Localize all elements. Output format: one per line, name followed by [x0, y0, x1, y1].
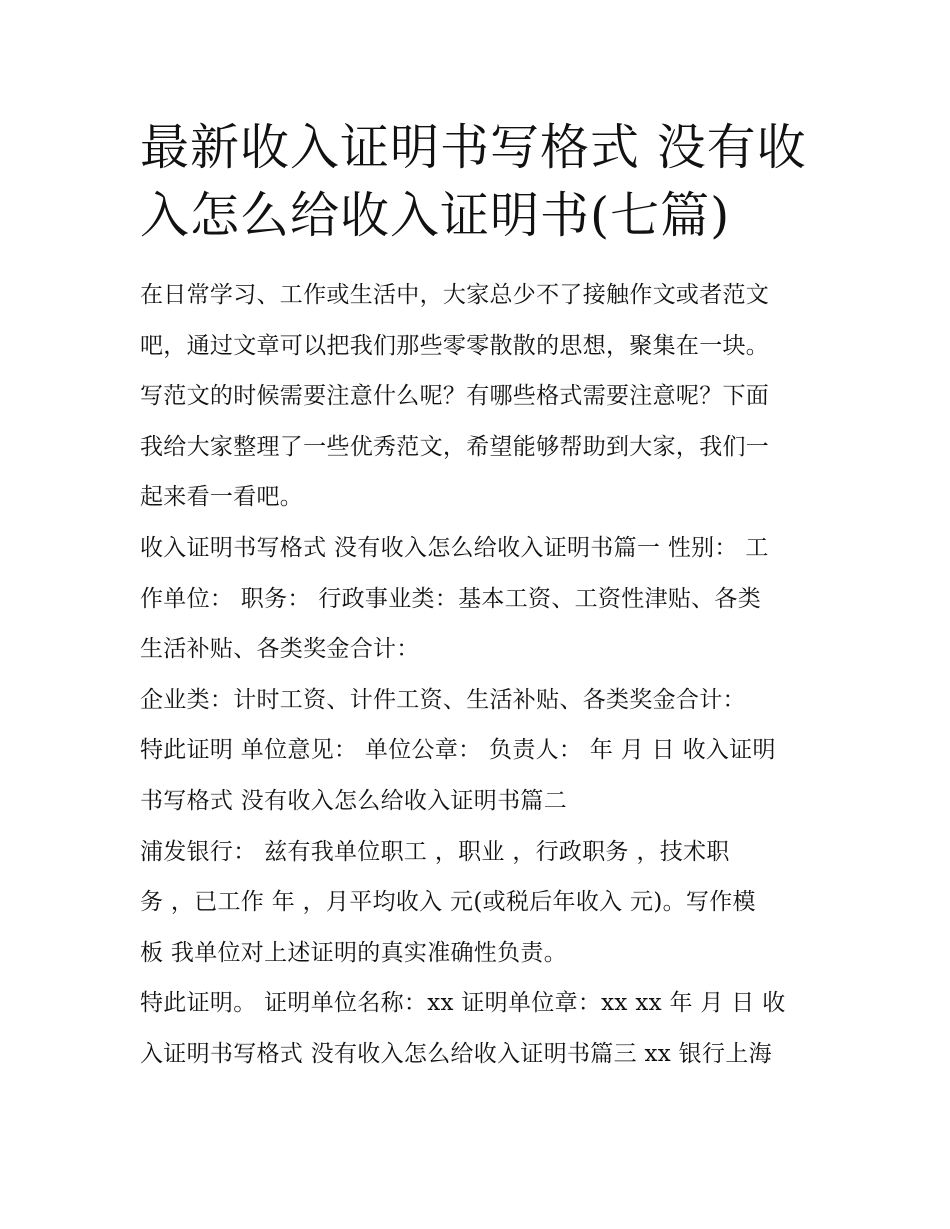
text-line: 起来看一看吧。	[140, 484, 304, 511]
text-line: 特此证明。 证明单位名称：xx 证明单位章：xx xx 年 月 日 收	[140, 990, 786, 1017]
text-line: 书写格式 没有收入怎么给收入证明书篇二	[140, 787, 568, 814]
text-line: 我给大家整理了一些优秀范文，希望能够帮助到大家，我们一	[140, 433, 770, 460]
paragraph-enterprise	[140, 675, 820, 827]
paragraph-section-two	[140, 827, 820, 979]
text-line: 写范文的时候需要注意什么呢？有哪些格式需要注意呢？下面	[140, 383, 770, 410]
text-line: 浦发银行： 兹有我单位职工 ，职业 ，行政职务 ，技术职	[140, 838, 730, 865]
title-line: 入怎么给收入证明书(七篇)	[140, 187, 731, 244]
paragraph-section-one	[140, 523, 820, 675]
document-title	[140, 114, 820, 250]
paragraph-intro	[140, 270, 820, 523]
text-line: 板 我单位对上述证明的真实准确性负责。	[140, 939, 568, 966]
text-line: 吧，通过文章可以把我们那些零零散散的思想，聚集在一块。	[140, 332, 770, 359]
document-page	[140, 114, 820, 1080]
title-line: 最新收入证明书写格式 没有收	[140, 119, 807, 176]
document-body	[140, 270, 820, 1080]
text-line: 作单位： 职务： 行政事业类：基本工资、工资性津贴、各类	[140, 585, 762, 612]
text-line: 务 ，已工作 年 ，月平均收入 元(或税后年收入 元)。写作模	[140, 889, 756, 916]
text-line: 入证明书写格式 没有收入怎么给收入证明书篇三 xx 银行上海	[140, 1040, 772, 1067]
text-line: 企业类：计时工资、计件工资、生活补贴、各类奖金合计：	[140, 686, 746, 713]
text-line: 生活补贴、各类奖金合计：	[140, 636, 420, 663]
text-line: 在日常学习、工作或生活中，大家总少不了接触作文或者范文	[140, 282, 770, 308]
paragraph-certification	[140, 978, 820, 1079]
text-line: 特此证明 单位意见： 单位公章： 负责人： 年 月 日 收入证明	[140, 737, 776, 764]
text-line: 收入证明书写格式 没有收入怎么给收入证明书篇一 性别： 工	[140, 534, 769, 561]
